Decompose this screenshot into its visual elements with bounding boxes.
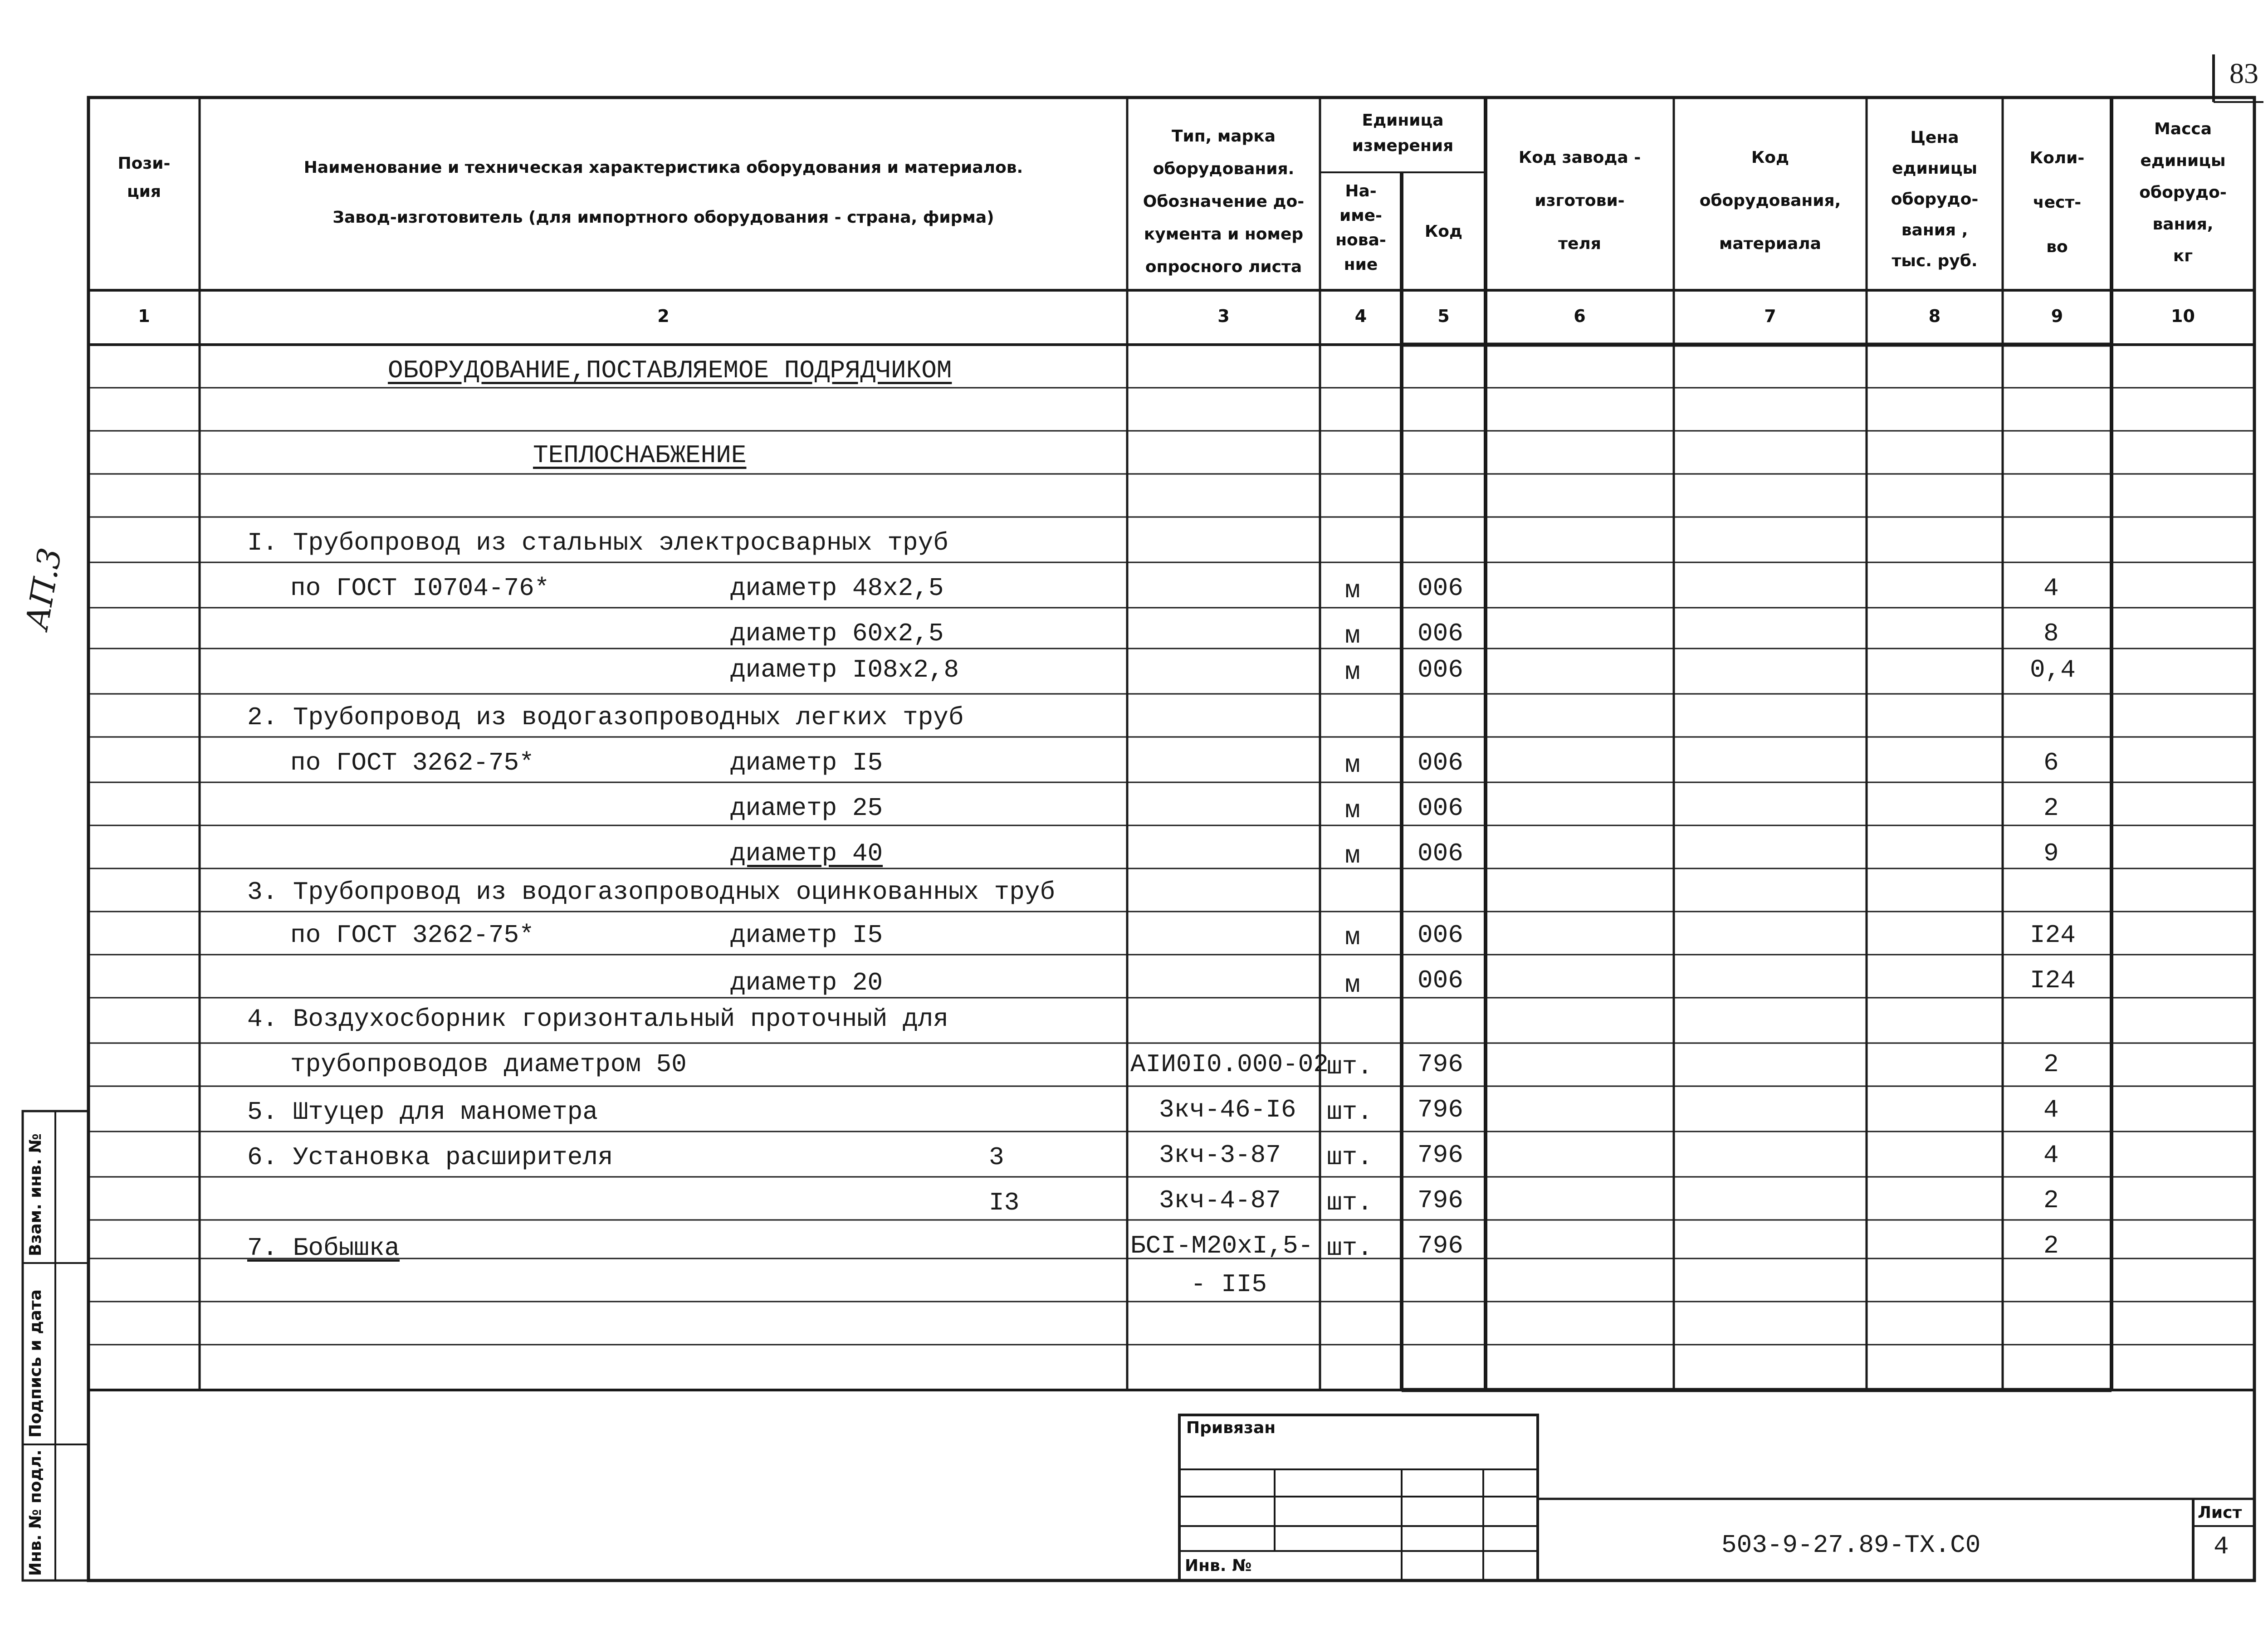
- item-1-spec-3: диаметр I08х2,8: [730, 655, 959, 684]
- qty-r5: 4: [2043, 574, 2059, 603]
- unit-r9: м: [1345, 751, 1360, 780]
- header-col-7: Код оборудования, материала: [1699, 148, 1841, 253]
- stamp-doc-code: 503-9-27.89-ТХ.С0: [1721, 1531, 1981, 1560]
- code-r20: 796: [1418, 1231, 1463, 1260]
- page-number: 83: [2229, 57, 2258, 89]
- col-number-10: 10: [2171, 306, 2195, 326]
- qty-r11: 9: [2043, 839, 2059, 868]
- unit-r11: м: [1345, 841, 1360, 870]
- item-1-spec-1: диаметр 48х2,5: [730, 574, 944, 603]
- header-col-4: На- име- нова- ние: [1335, 182, 1386, 274]
- unit-r19: шт.: [1327, 1188, 1373, 1217]
- item-1-title: I. Трубопровод из стальных электросварных труб: [247, 528, 948, 557]
- header-col-1: Пози- ция: [117, 154, 171, 201]
- code-r14: 006: [1418, 966, 1463, 995]
- unit-r16: шт.: [1327, 1052, 1373, 1081]
- section-title-heating: ТЕПЛОСНАБЖЕНИЕ: [533, 441, 747, 470]
- code-r9: 006: [1418, 748, 1463, 777]
- col-number-5: 5: [1437, 306, 1450, 326]
- type-item-5: 3кч-46-I6: [1159, 1095, 1296, 1124]
- item-2-gost: по ГОСТ 3262-75*: [290, 748, 534, 777]
- col-number-6: 6: [1574, 306, 1586, 326]
- side-label-signature-date: Подпись и дата: [26, 1289, 45, 1438]
- unit-r17: шт.: [1327, 1097, 1373, 1127]
- unit-r14: м: [1345, 971, 1360, 1000]
- code-r5: 006: [1418, 574, 1463, 603]
- header-col-10: Масса единицы оборудо- вания, кг: [2139, 120, 2227, 265]
- qty-r6: 8: [2043, 619, 2059, 648]
- item-4-title: 4. Воздухосборник горизонтальный проточный для: [247, 1005, 948, 1034]
- type-item-6-2: 3кч-4-87: [1159, 1186, 1281, 1215]
- item-5-title: 5. Штуцер для манометра: [247, 1097, 598, 1127]
- unit-r5: м: [1345, 576, 1360, 605]
- code-r17: 796: [1418, 1095, 1463, 1124]
- col-number-3: 3: [1217, 306, 1230, 326]
- unit-r7: м: [1345, 658, 1360, 687]
- unit-r10: м: [1345, 796, 1360, 825]
- stamp-sheet-no: 4: [2214, 1532, 2229, 1561]
- code-r13: 006: [1418, 921, 1463, 950]
- col-number-2: 2: [657, 306, 670, 326]
- header-col-5: Код: [1424, 222, 1463, 241]
- item-3-gost: по ГОСТ 3262-75*: [290, 921, 534, 950]
- side-label-inv-podl: Инв. № подл.: [26, 1449, 45, 1576]
- qty-r16: 2: [2043, 1050, 2059, 1079]
- col-number-1: 1: [138, 306, 150, 326]
- qty-r10: 2: [2043, 794, 2059, 823]
- unit-r20: шт.: [1327, 1234, 1373, 1263]
- code-r6: 006: [1418, 619, 1463, 648]
- item-4-title-cont: трубопроводов диаметром 50: [290, 1050, 687, 1079]
- item-6-variant-1: 3: [989, 1143, 1004, 1172]
- item-1-spec-2: диаметр 60х2,5: [730, 619, 944, 648]
- item-3-spec-2: диаметр 20: [730, 968, 883, 997]
- item-7-title: 7. Бобышка: [247, 1234, 400, 1263]
- unit-r13: м: [1345, 923, 1360, 952]
- qty-r14: I24: [2030, 966, 2076, 995]
- unit-r6: м: [1345, 621, 1360, 650]
- item-2-spec-1: диаметр I5: [730, 748, 883, 777]
- col-number-4: 4: [1354, 306, 1367, 326]
- item-3-spec-1: диаметр I5: [730, 921, 883, 950]
- header-col-8: Цена единицы оборудо- вания , тыс. руб.: [1891, 128, 1979, 270]
- item-3-title: 3. Трубопровод из водогазопроводных оцинкованных труб: [247, 878, 1056, 907]
- qty-r18: 4: [2043, 1141, 2059, 1170]
- item-2-spec-3: диаметр 40: [730, 839, 883, 868]
- code-r7: 006: [1418, 655, 1463, 684]
- header-col-3: Тип, марка оборудования. Обозначение до- кумента и номер опросного листа: [1143, 127, 1305, 276]
- item-6-variant-2: I3: [989, 1188, 1020, 1217]
- item-6-title: 6. Установка расширителя: [247, 1143, 613, 1172]
- type-item-7-2: - II5: [1191, 1270, 1267, 1299]
- margin-note: АП.3: [18, 545, 69, 633]
- side-label-vzam-inv: Взам. инв. №: [26, 1133, 45, 1256]
- item-1-gost: по ГОСТ I0704-76*: [290, 574, 550, 603]
- type-item-7-1: БСI-М20хI,5-: [1130, 1231, 1314, 1260]
- col-number-9: 9: [2051, 306, 2063, 326]
- qty-r7: 0,4: [2030, 655, 2076, 684]
- code-r16: 796: [1418, 1050, 1463, 1079]
- item-2-title: 2. Трубопровод из водогазопроводных легких труб: [247, 703, 964, 732]
- unit-r18: шт.: [1327, 1143, 1373, 1172]
- code-r18: 796: [1418, 1141, 1463, 1170]
- header-col-2: Наименование и техническая характеристика оборудования и материалов. Завод-изготовитель (для импортного оборудования - страна, фирма): [303, 158, 1023, 227]
- section-title-contractor: ОБОРУДОВАНИЕ,ПОСТАВЛЯЕМОЕ ПОДРЯДЧИКОМ: [388, 356, 952, 385]
- stamp-privyazan: Привязан: [1186, 1419, 1276, 1437]
- header-col-9: Коли- чест- во: [2029, 149, 2085, 256]
- qty-r13: I24: [2030, 921, 2076, 950]
- col-number-7: 7: [1764, 306, 1776, 326]
- col-number-8: 8: [1928, 306, 1941, 326]
- code-r11: 006: [1418, 839, 1463, 868]
- stamp-inv-no: Инв. №: [1185, 1556, 1252, 1575]
- qty-r9: 6: [2043, 748, 2059, 777]
- code-r10: 006: [1418, 794, 1463, 823]
- header-unit-group: Единица измерения: [1352, 111, 1454, 155]
- qty-r17: 4: [2043, 1095, 2059, 1124]
- header-col-6: Код завода - изготови- теля: [1518, 148, 1641, 253]
- code-r19: 796: [1418, 1186, 1463, 1215]
- qty-r20: 2: [2043, 1231, 2059, 1260]
- item-2-spec-2: диаметр 25: [730, 794, 883, 823]
- type-item-6-1: 3кч-3-87: [1159, 1141, 1281, 1170]
- stamp-sheet-label: Лист: [2198, 1503, 2242, 1522]
- type-item-4: АIИ0I0.000-02: [1130, 1050, 1329, 1079]
- qty-r19: 2: [2043, 1186, 2059, 1215]
